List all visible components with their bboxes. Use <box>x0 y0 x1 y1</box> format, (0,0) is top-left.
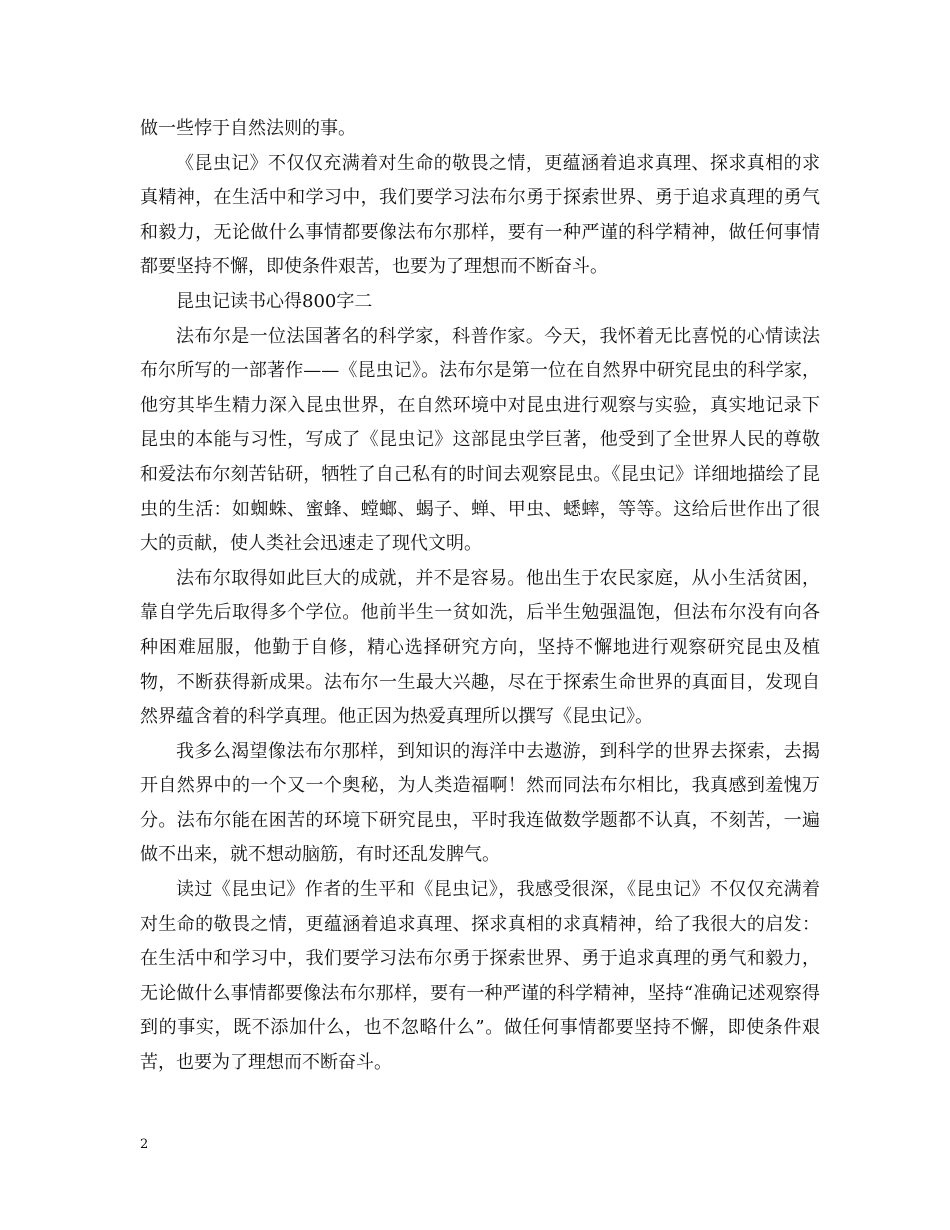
section-heading: 昆虫记读书心得800字二 <box>176 290 373 312</box>
paragraph-6: 读过《昆虫记》作者的生平和《昆虫记》，我感受很深，《昆虫记》不仅仅充满着对生命的敬畏之情，更蕴涵着追求真理、探求真相的求真精神，给了我很大的启发：在生活中和学习中，我们要学习法布尔勇于探索世界、勇于追求真理的勇气和毅力，无论做什么事情都要像法布尔那样，要有一种严谨的科学精神，坚持“准确记述观察得到的事实，既不添加什么，也不忽略什么”。做任何事情都要坚持不懈，即使条件艰苦，也要为了理想而不断奋斗。 <box>140 879 820 1074</box>
page-number: 2 <box>140 1137 149 1152</box>
paragraph-1: 做一些悖于自然法则的事。 <box>140 118 356 139</box>
paragraph-5: 我多么渴望像法布尔那样，到知识的海洋中去遨游，到科学的世界去探索，去揭开自然界中的一个又一个奥秘，为人类造福啊！然而同法布尔相比，我真感到羞愧万分。法布尔能在困苦的环境下研究昆虫，平时我连做数学题都不认真，不刻苦，一遍做不出来，就不想动脑筋，有时还乱发脾气。 <box>140 740 820 866</box>
document-body <box>140 112 820 1081</box>
paragraph-4: 法布尔取得如此巨大的成就，并不是容易。他出生于农民家庭，从小生活贫困，靠自学先后取得多个学位。他前半生一贫如洗，后半生勉强温饱，但法布尔没有向各种困难屈服，他勤于自修，精心选择研究方向，坚持不懈地进行观察研究昆虫及植物，不断获得新成果。法布尔一生最大兴趣，尽在于探索生命世界的真面目，发现自然界蕴含着的科学真理。他正因为热爱真理所以撰写《昆虫记》。 <box>140 567 820 728</box>
paragraph-3: 法布尔是一位法国著名的科学家，科普作家。今天，我怀着无比喜悦的心情读法布尔所写的一部著作——《昆虫记》。法布尔是第一位在自然界中研究昆虫的科学家，他穷其毕生精力深入昆虫世界，在自然环境中对昆虫进行观察与实验，真实地记录下昆虫的本能与习性，写成了《昆虫记》这部昆虫学巨著，他受到了全世界人民的尊敬和爱法布尔刻苦钻研，牺牲了自己私有的时间去观察昆虫。《昆虫记》详细地描绘了昆虫的生活：如蜘蛛、蜜蜂、螳螂、蝎子、蝉、甲虫、蟋蟀，等等。这给后世作出了很大的贡献，使人类社会迅速走了现代文明。 <box>140 325 820 555</box>
paragraph-2: 《昆虫记》不仅仅充满着对生命的敬畏之情，更蕴涵着追求真理、探求真相的求真精神，在生活中和学习中，我们要学习法布尔勇于探索世界、勇于追求真理的勇气和毅力，无论做什么事情都要像法布尔那样，要有一种严谨的科学精神，做任何事情都要坚持不懈，即使条件艰苦，也要为了理想而不断奋斗。 <box>140 152 820 278</box>
